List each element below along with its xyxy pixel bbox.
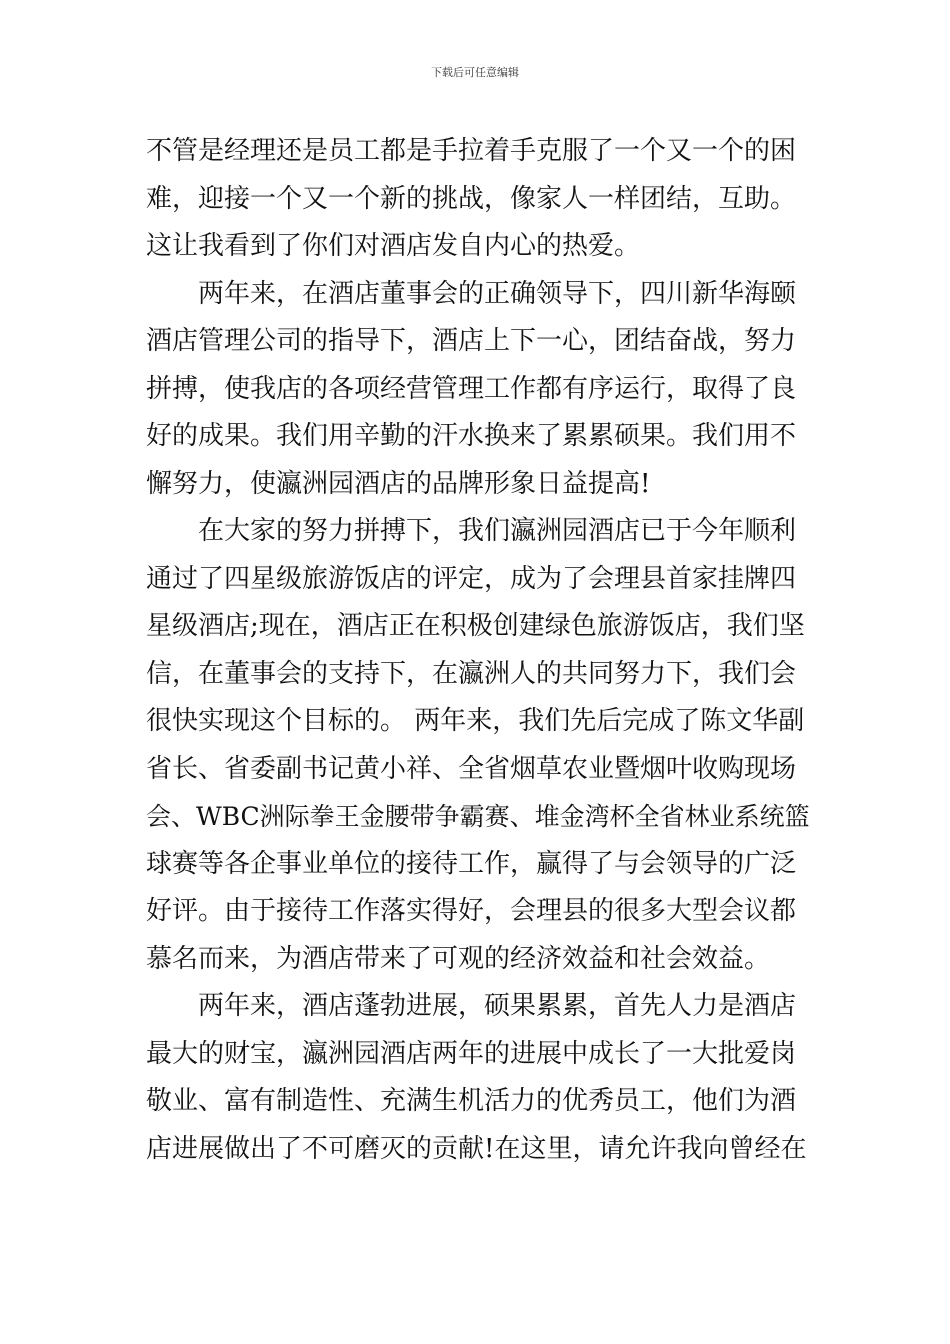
- text-line: 信，在董事会的支持下，在瀛洲人的共同努力下，我们会: [146, 658, 797, 689]
- text-line: 球赛等各企事业单位的接待工作，赢得了与会领导的广泛: [146, 848, 797, 879]
- text-line: 省长、省委副书记黄小祥、全省烟草农业暨烟叶收购现场: [146, 753, 797, 784]
- text-line: 好评。由于接待工作落实得好，会理县的很多大型会议都: [146, 896, 797, 926]
- text-line: 星级酒店;现在，酒店正在积极创建绿色旅游饭店，我们坚: [146, 611, 805, 641]
- text-line: 这让我看到了你们对酒店发自内心的热爱。: [146, 231, 641, 261]
- text-line: 酒店管理公司的指导下，酒店上下一心，团结奋战，努力: [146, 326, 797, 356]
- text-line: 最大的财宝，瀛洲园酒店两年的进展中成长了一大批爱岗: [146, 1038, 797, 1069]
- text-line: 敬业、富有制造性、充满生机活力的优秀员工，他们为酒: [146, 1086, 797, 1116]
- text-line: 不管是经理还是员工都是手拉着手克服了一个又一个的困: [146, 136, 797, 166]
- paragraph-first-line: 在大家的努力拼搏下，我们瀛洲园酒店已于今年顺利: [198, 516, 797, 546]
- text-line: 懈努力，使瀛洲园酒店的品牌形象日益提高!: [146, 468, 651, 499]
- page-header: 下载后可任意编辑: [431, 66, 519, 79]
- text-line: 难，迎接一个又一个新的挑战，像家人一样团结，互助。: [146, 183, 797, 214]
- text-line: 慕名而来，为酒店带来了可观的经济效益和社会效益。: [146, 943, 771, 974]
- paragraph-first-line: 两年来，在酒店董事会的正确领导下，四川新华海颐: [198, 278, 797, 309]
- paragraph-first-line: 两年来，酒店蓬勃进展，硕果累累，首先人力是酒店: [198, 991, 797, 1021]
- text-line: 通过了四星级旅游饭店的评定，成为了会理县首家挂牌四: [146, 563, 797, 594]
- text-line: 店进展做出了不可磨灭的贡献!在这里，请允许我向曾经在: [146, 1133, 807, 1164]
- text-line: 好的成果。我们用辛勤的汗水换来了累累硕果。我们用不: [146, 421, 797, 451]
- text-line: 会、WBC洲际拳王金腰带争霸赛、堆金湾杯全省林业系统篮: [146, 802, 810, 831]
- text-line: 很快实现这个目标的。 两年来，我们先后完成了陈文华副: [146, 706, 805, 736]
- text-line: 拼搏，使我店的各项经营管理工作都有序运行，取得了良: [146, 373, 797, 404]
- document-body: [146, 128, 810, 1173]
